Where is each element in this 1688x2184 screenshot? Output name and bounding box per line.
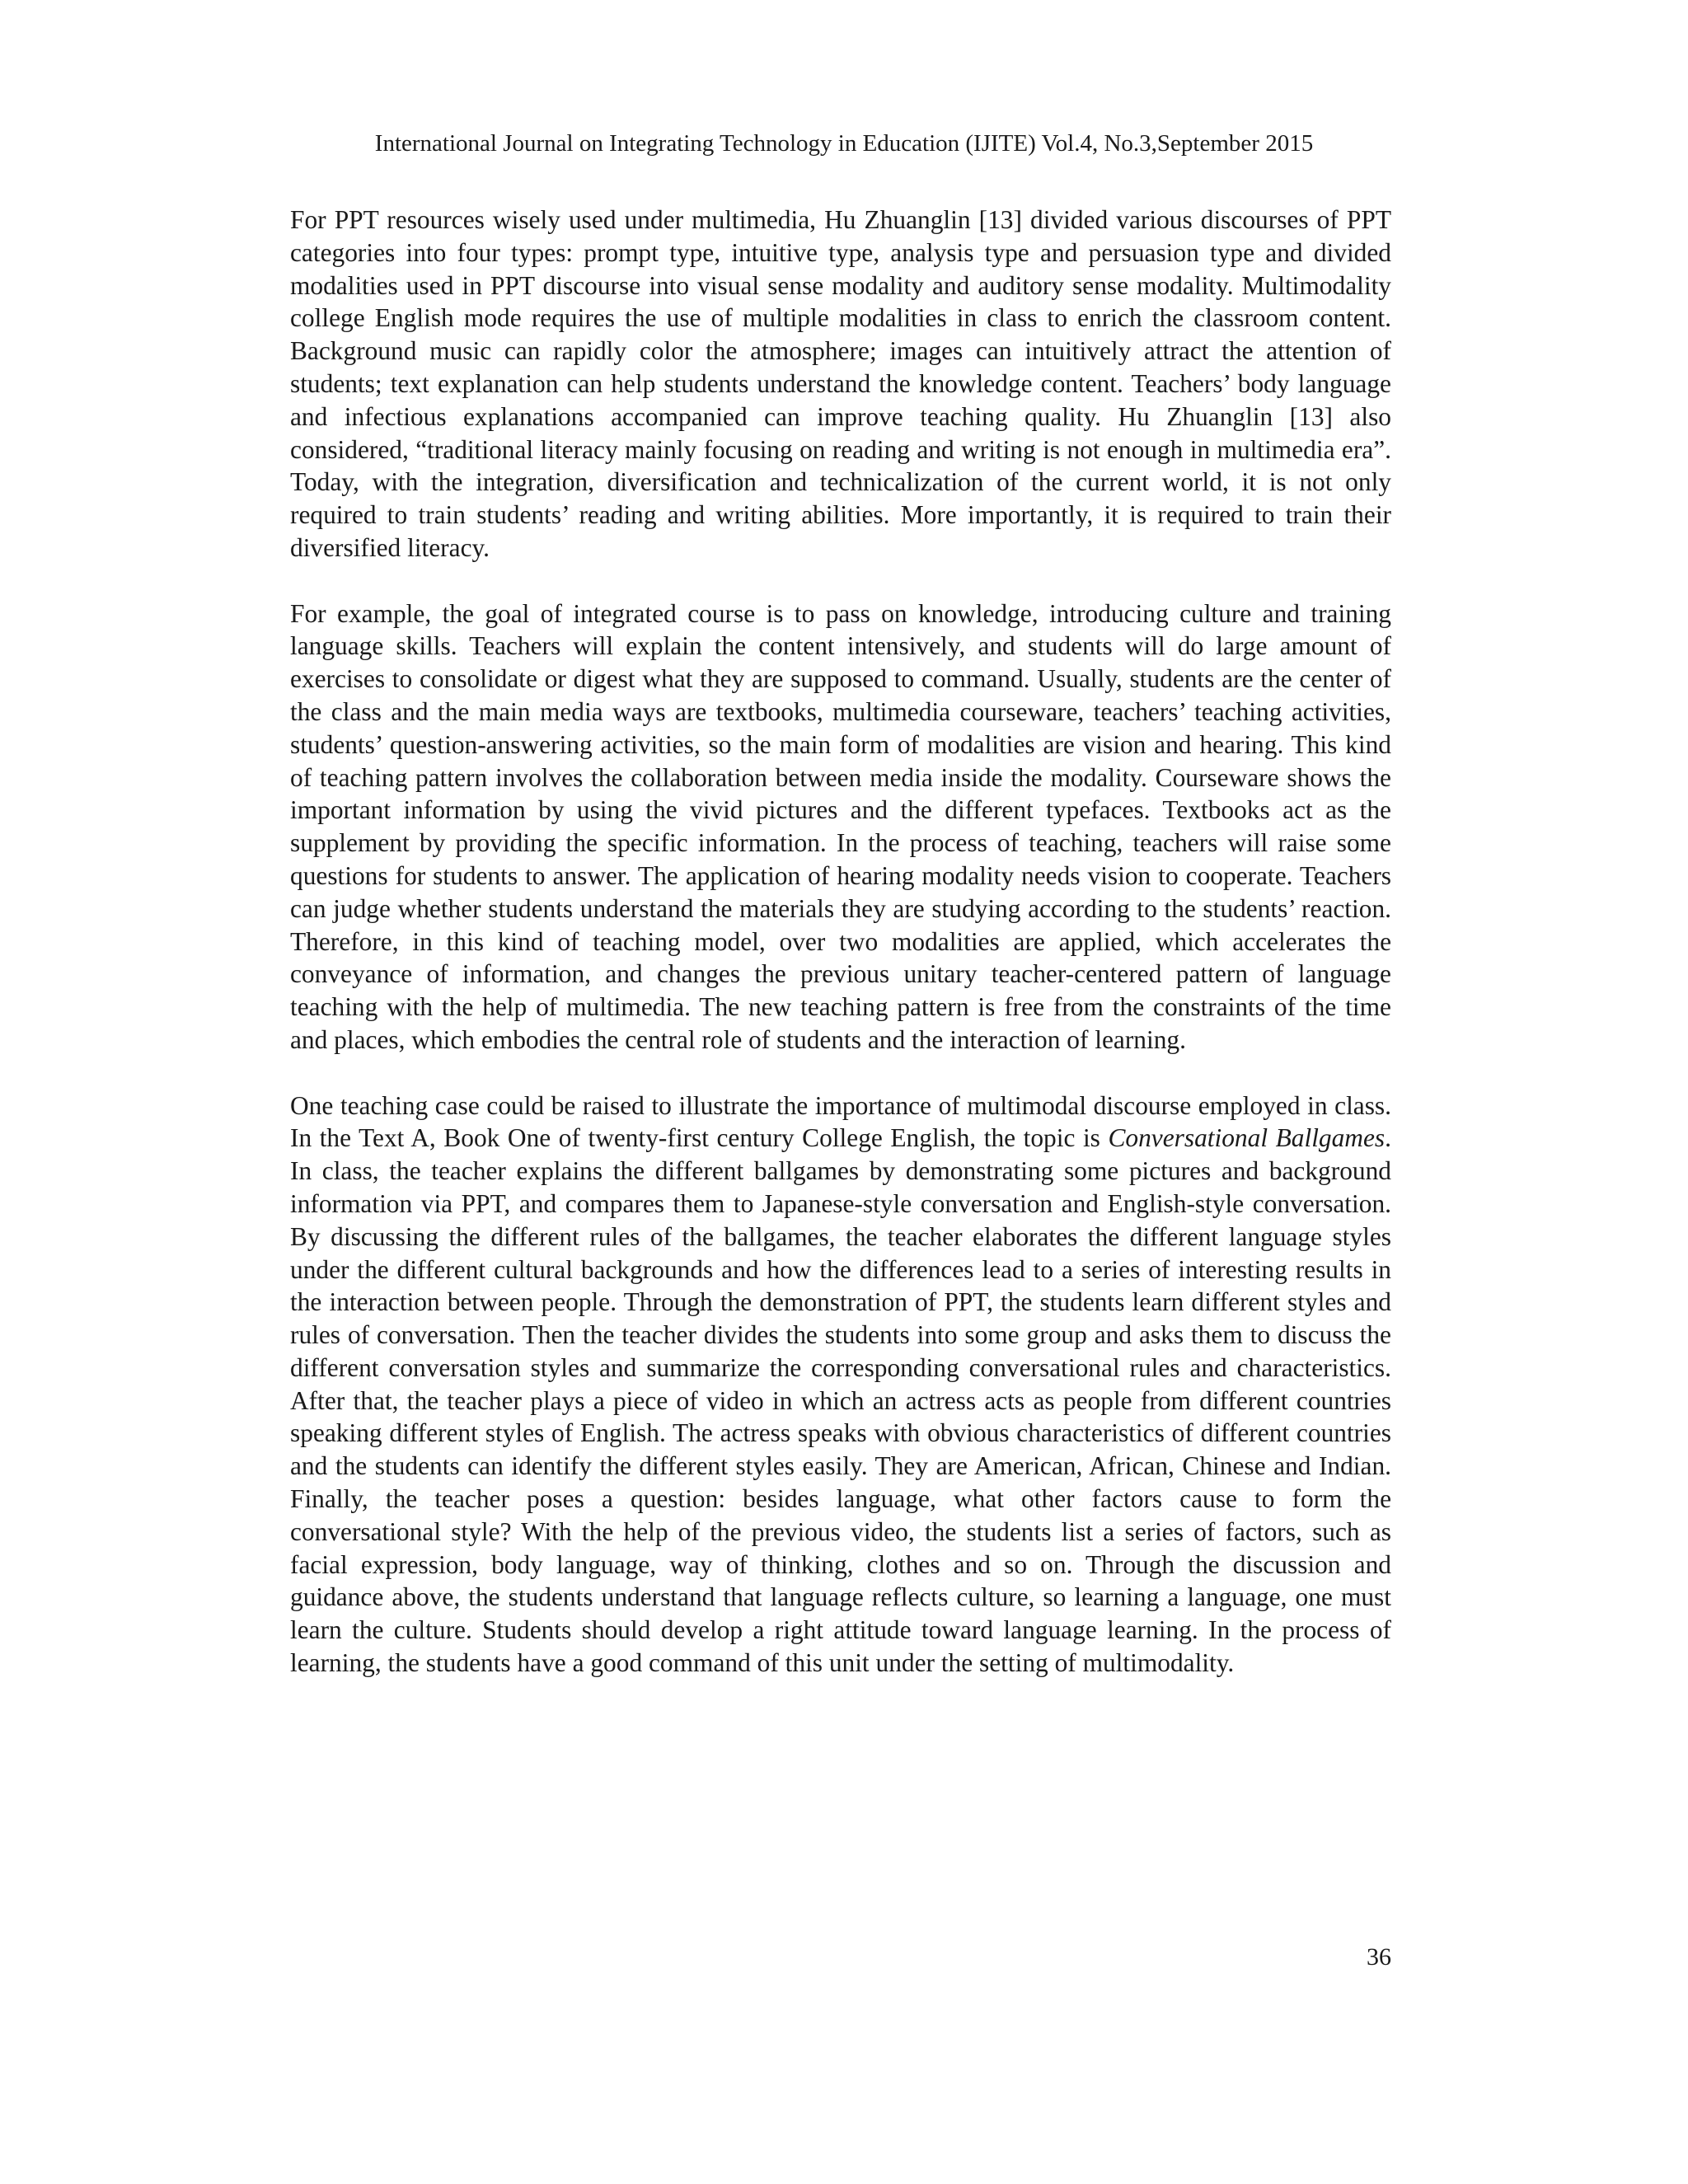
teaching-case-rest: . In class, the teacher explains the different ballgames by demonstrating some pictures and background information via PPT, and compares them to Japanese-style conversation and English-style conversation. By discussing the different rules of the ballgames, the teacher elaborates the different language styles under the different cultural backgrounds and how the differences lead to a series of interesting results in the interaction between people. Through the demonstration of PPT, the students learn different styles and rules of conversation. Then the teacher divides the students into some group and asks them to discuss the different conversation styles and summarize the corresponding conversational rules and characteristics. After that, the teacher plays a piece of video in which an actress acts as people from different countries speaking different styles of English. The actress speaks with obvious characteristics of different countries and the students can identify the different styles easily. They are American, African, Chinese and Indian. Finally, the teacher poses a question: besides language, what other factors cause to form the conversational style? With the help of the previous video, the students list a series of factors, such as facial expression, body language, way of thinking, clothes and so on. Through the discussion and guidance above, the students understand that language reflects culture, so learning a language, one must learn the culture. Students should develop a right attitude toward language learning. In the process of learning, the students have a good command of this unit under the setting of multimodality. — [290, 1123, 1391, 1678]
text-title-conversational-ballgames: Conversational Ballgames — [1108, 1123, 1386, 1153]
paragraph-teaching-case — [290, 1090, 1391, 1680]
article-body — [290, 204, 1391, 1680]
paragraph-integrated-course-example: For example, the goal of integrated course is to pass on knowledge, introducing culture and training language skills. Teachers will explain the content intensively, and students will do large amount of exercises to consolidate or digest what they are supposed to command. Usually, students are the center of the class and the main media ways are textbooks, multimedia courseware, teachers’ teaching activities, students’ question-answering activities, so the main form of modalities are vision and hearing. This kind of teaching pattern involves the collaboration between media inside the modality. Courseware shows the important information by using the vivid pictures and the different typefaces. Textbooks act as the supplement by providing the specific information. In the process of teaching, teachers will raise some questions for students to answer. The application of hearing modality needs vision to cooperate. Teachers can judge whether students understand the materials they are studying according to the students’ reaction. Therefore, in this kind of teaching model, over two modalities are applied, which accelerates the conveyance of information, and changes the previous unitary teacher-centered pattern of language teaching with the help of multimedia. The new teaching pattern is free from the constraints of the time and places, which embodies the central role of students and the interaction of learning. — [290, 598, 1391, 1054]
paragraph-ppt-resources: For PPT resources wisely used under multimedia, Hu Zhuanglin [13] divided various discourses of PPT categories into four types: prompt type, intuitive type, analysis type and persuasion type and divided modalities used in PPT discourse into visual sense modality and auditory sense modality. Multimodality college English mode requires the use of multiple modalities in class to enrich the classroom content. Background music can rapidly color the atmosphere; images can intuitively attract the attention of students; text explanation can help students understand the knowledge content. Teachers’ body language and infectious explanations accompanied can improve teaching quality. Hu Zhuanglin [13] also considered, “traditional literacy mainly focusing on reading and writing is not enough in multimedia era”. Today, with the integration, diversification and technicalization of the current world, it is not only required to train students’ reading and writing abilities. More importantly, it is required to train their diversified literacy. — [290, 205, 1391, 562]
teaching-case-lead: One teaching case could be raised to illustrate the importance of multimodal discourse employed in class. In the Text A, Book One of twenty-first century College English, the topic is — [290, 1090, 1391, 1153]
page-number: 36 — [1367, 1943, 1391, 1971]
running-header: International Journal on Integrating Technology in Education (IJITE) Vol.4, No.3,September 2015 — [374, 130, 1314, 157]
